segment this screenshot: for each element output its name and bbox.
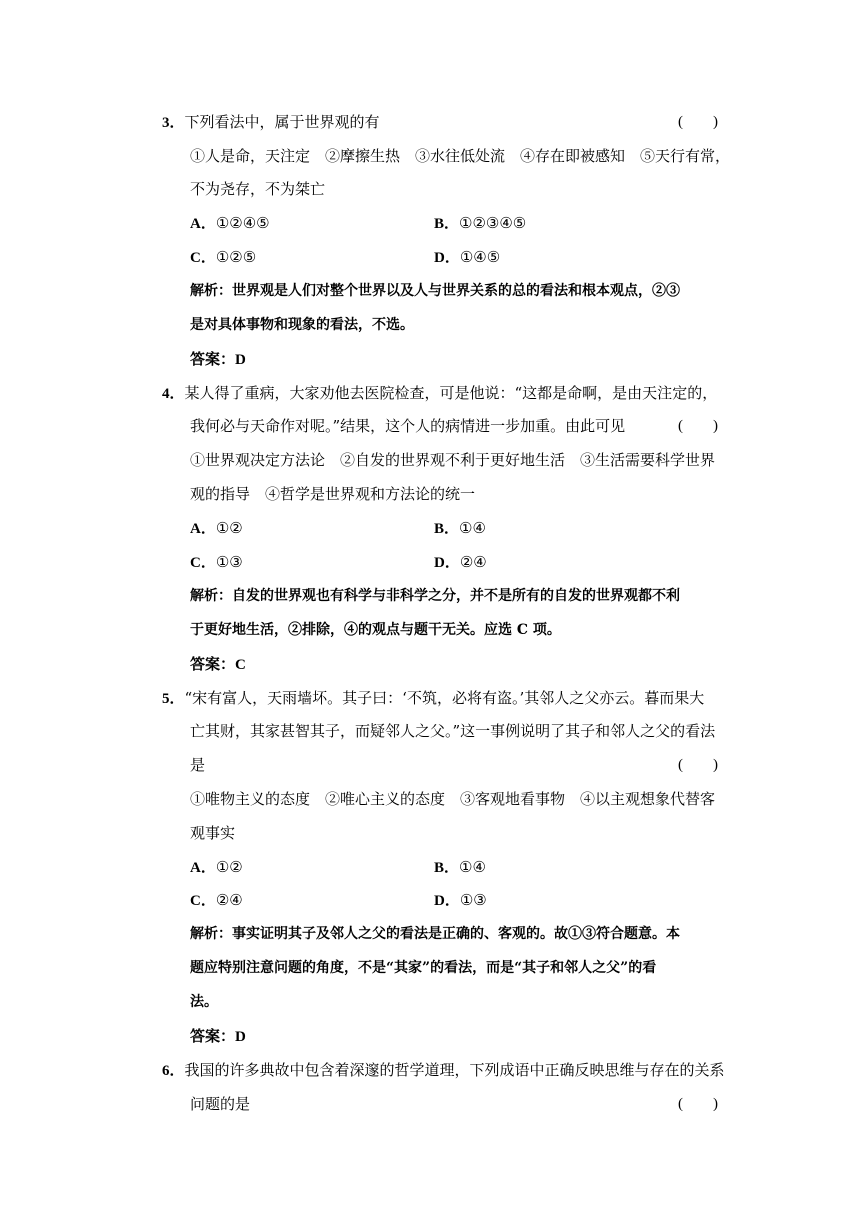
question-number: 4． [162, 386, 185, 402]
question-3-stem: 3．下列看法中，属于世界观的有 [162, 113, 380, 131]
question-6-stem: 6．我国的许多典故中包含着深邃的哲学道理，下列成语中正确反映思维与存在的关系 [162, 1061, 725, 1079]
answer-text: 答案：D [190, 1027, 246, 1045]
option-d: D．①③ [434, 891, 487, 909]
option-c: C．①③ [190, 553, 243, 571]
question-number: 6． [162, 1063, 185, 1079]
question-4-stem: 4．某人得了重病，大家劝他去医院检查，可是他说：“这都是命啊，是由天注定的， [162, 384, 718, 402]
analysis-text-cont: 于更好地生活，②排除，④的观点与题干无关。应选 C 项。 [190, 622, 561, 638]
question-5-stem: 5．“宋有富人，天雨墙坏。其子曰：‘不筑，必将有盗。’其邻人之父亦云。暮而果大 [162, 689, 705, 707]
analysis-text-cont: 题应特别注意问题的角度，不是“其家”的看法，而是“其子和邻人之父”的看 [190, 960, 657, 976]
option-d: D．①④⑤ [434, 248, 501, 266]
question-4-items: ①世界观决定方法论 ②自发的世界观不利于更好地生活 ③生活需要科学世界 [190, 451, 716, 469]
option-a: A．①②④⑤ [190, 214, 270, 232]
option-b: B．①②③④⑤ [434, 214, 527, 232]
question-3-items: ①人是命，天注定 ②摩擦生热 ③水往低处流 ④存在即被感知 ⑤天行有常， [190, 147, 731, 165]
answer-blank: ( ) [678, 114, 718, 130]
answer-blank: ( ) [678, 757, 718, 773]
option-c: C．②④ [190, 891, 243, 909]
option-a: A．①② [190, 858, 243, 876]
question-3-items-cont: 不为尧存，不为桀亡 [190, 180, 326, 198]
option-a: A．①② [190, 519, 243, 537]
question-5-stem-end: 是 [190, 756, 206, 774]
answer-text: 答案：C [190, 655, 246, 673]
option-b: B．①④ [434, 519, 486, 537]
analysis-text: 解析：世界观是人们对整个世界以及人与世界关系的总的看法和根本观点，②③ [190, 283, 680, 299]
answer-blank: ( ) [678, 418, 718, 434]
analysis-text-cont: 是对具体事物和现象的看法，不选。 [190, 317, 414, 333]
question-5-items-cont: 观事实 [190, 824, 236, 842]
answer-text: 答案：D [190, 350, 246, 368]
option-c: C．①②⑤ [190, 248, 257, 266]
question-4-items-cont: 观的指导 ④哲学是世界观和方法论的统一 [190, 485, 476, 503]
question-6-stem-cont: 问题的是 [190, 1095, 251, 1113]
analysis-text: 解析：自发的世界观也有科学与非科学之分，并不是所有的自发的世界观都不利 [190, 588, 680, 604]
option-b: B．①④ [434, 858, 486, 876]
question-5-stem-cont: 亡其财，其家甚智其子，而疑邻人之父。”这一事例说明了其子和邻人之父的看法 [190, 722, 716, 740]
option-d: D．②④ [434, 553, 487, 571]
question-4-stem-cont: 我何必与天命作对呢。”结果，这个人的病情进一步加重。由此可见 [190, 417, 626, 435]
analysis-text: 解析：事实证明其子及邻人之父的看法是正确的、客观的。故①③符合题意。本 [190, 926, 680, 942]
question-number: 5． [162, 691, 185, 707]
question-5-items: ①唯物主义的态度 ②唯心主义的态度 ③客观地看事物 ④以主观想象代替客 [190, 790, 716, 808]
answer-blank: ( ) [678, 1096, 718, 1112]
question-number: 3． [162, 115, 185, 131]
analysis-text-end: 法。 [190, 994, 218, 1010]
